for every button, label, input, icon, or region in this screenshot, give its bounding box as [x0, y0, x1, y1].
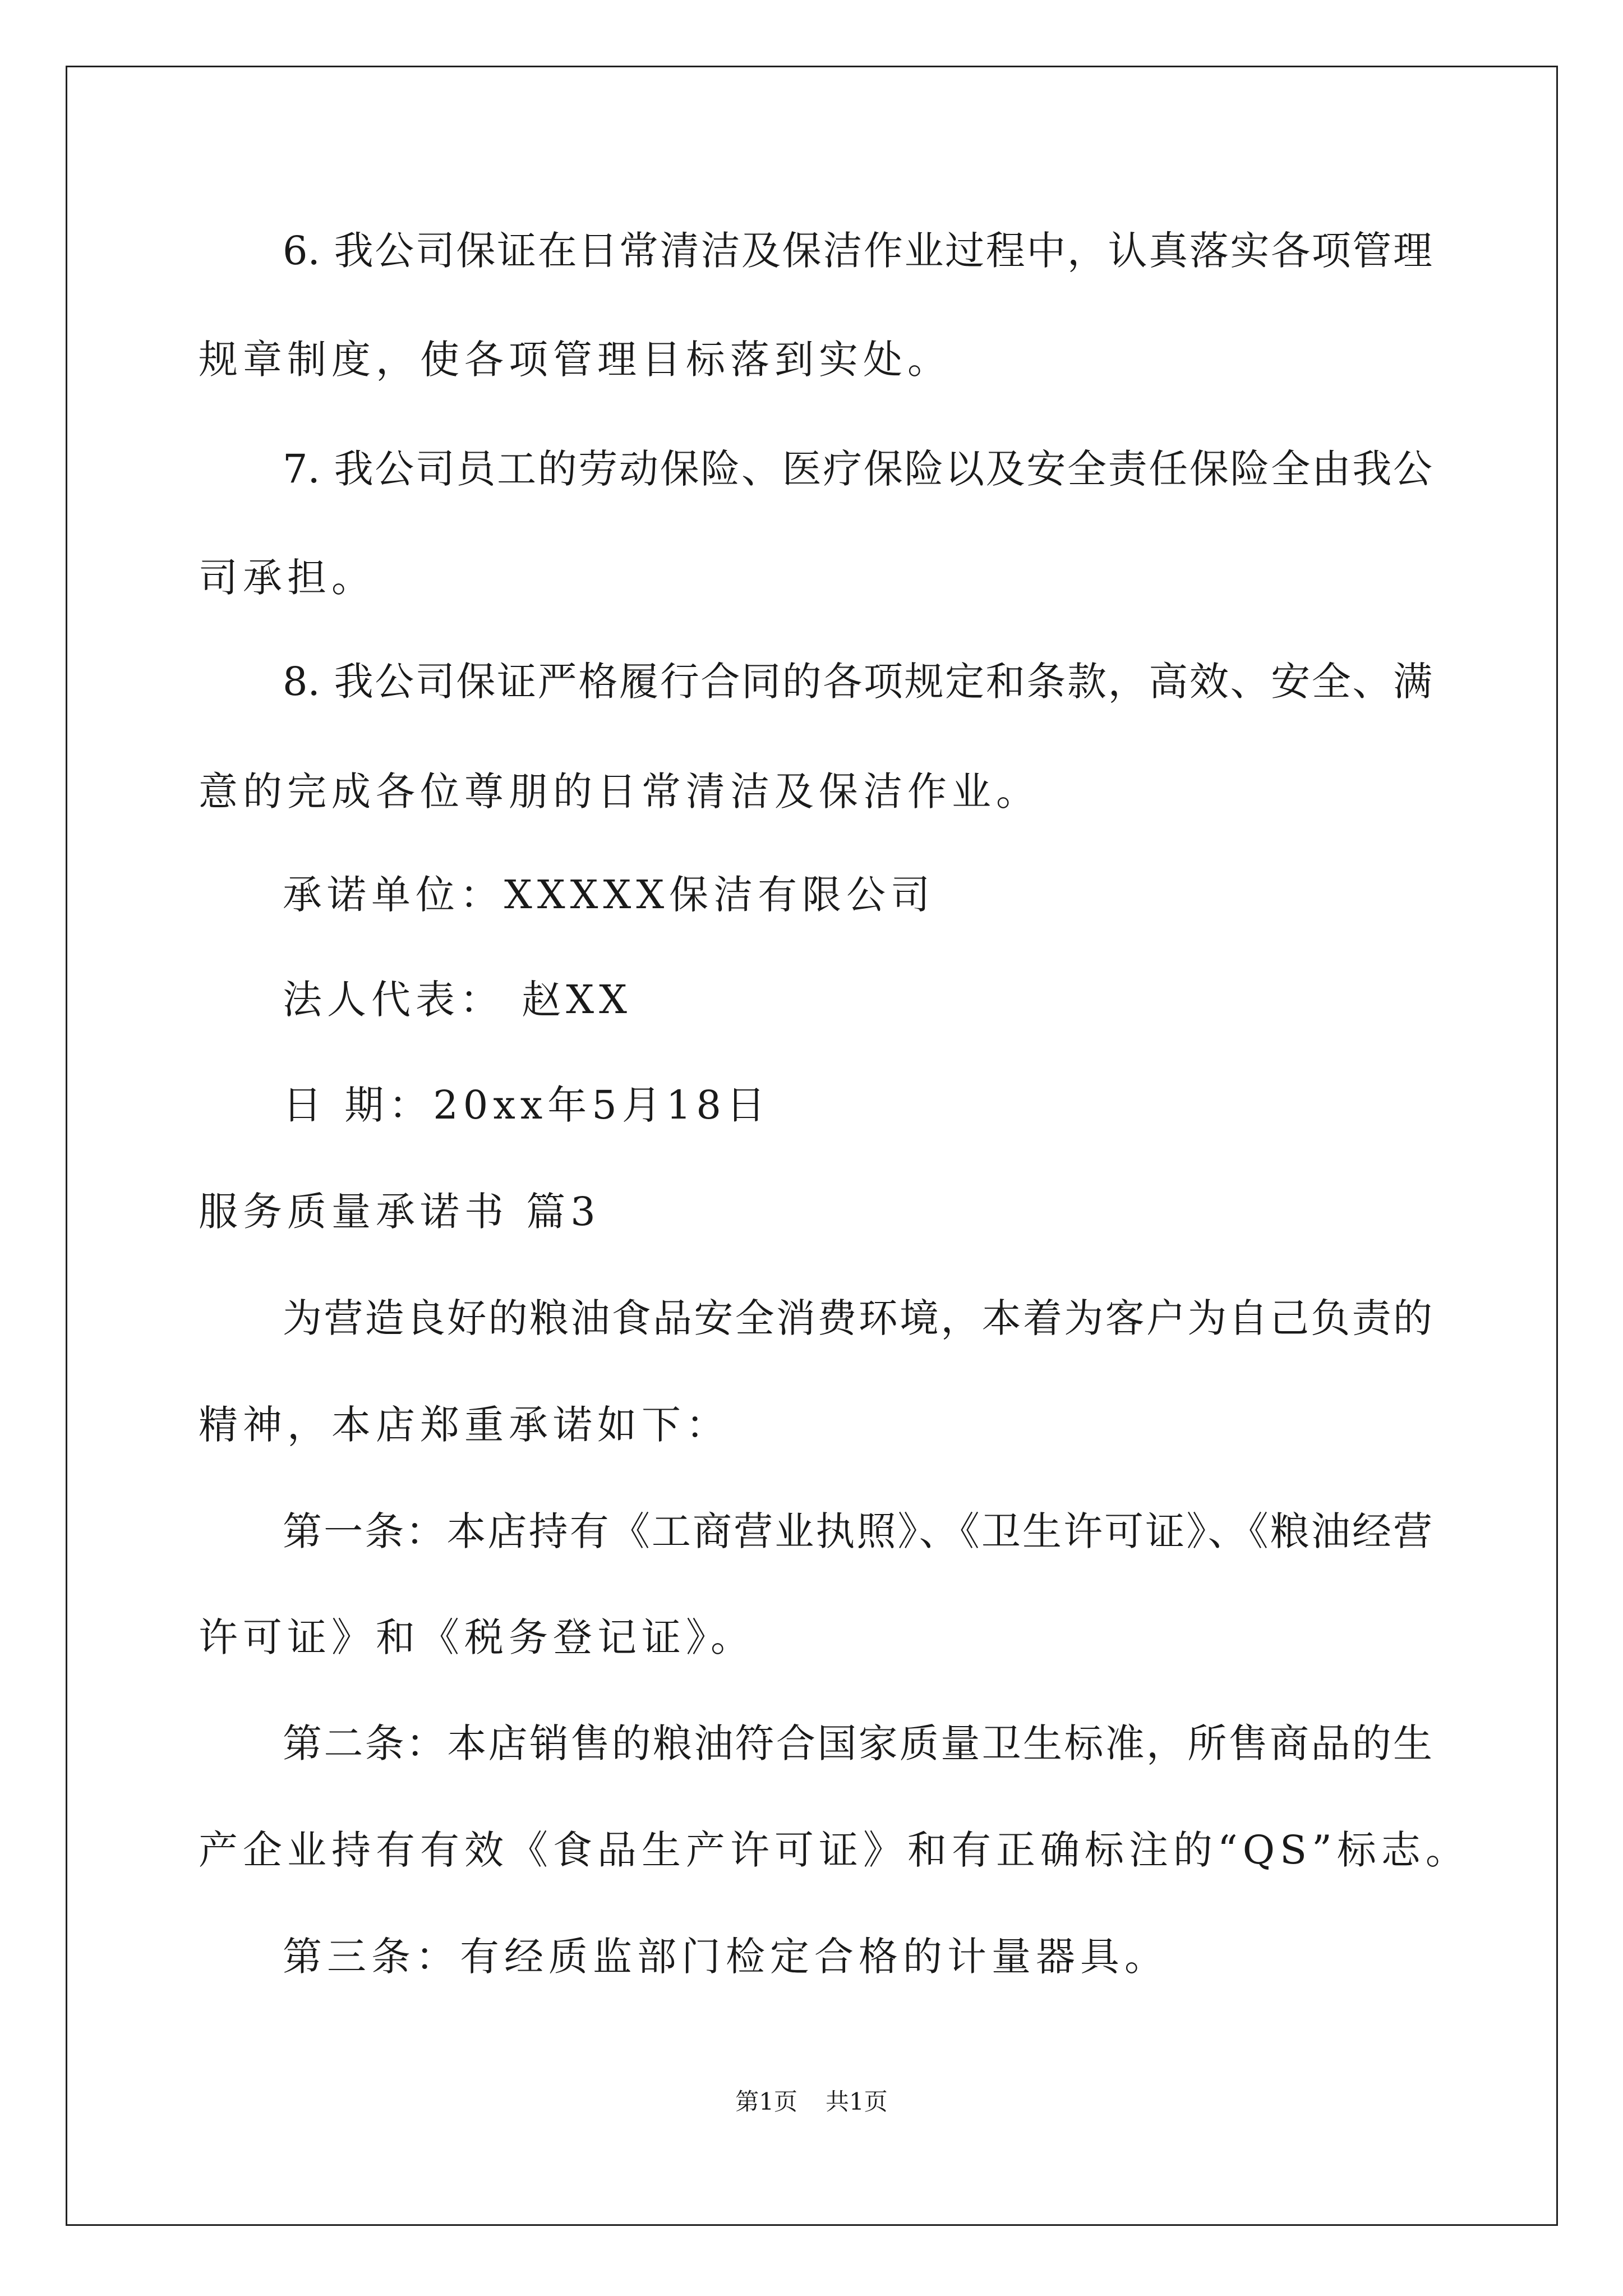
signature-date: 日 期：20xx年5月18日: [283, 1082, 771, 1128]
page-border: [66, 66, 1558, 2226]
paragraph-6-line-1: 6. 我公司保证在日常清洁及保洁作业过程中，认真落实各项管理: [283, 228, 1432, 274]
signature-legal-rep: 法人代表： 赵XX: [283, 977, 632, 1023]
paragraph-8-line-2: 意的完成各位尊朋的日常清洁及保洁作业。: [199, 769, 1040, 815]
paragraph-6-line-2: 规章制度，使各项管理目标落到实处。: [199, 337, 952, 383]
section-paragraph-intro-line-1: 为营造良好的粮油食品安全消费环境，本着为客户为自己负责的: [283, 1295, 1432, 1341]
paragraph-7-line-2: 司承担。: [199, 555, 376, 601]
paragraph-8-line-1: 8. 我公司保证严格履行合同的各项规定和条款，高效、安全、满: [283, 659, 1432, 705]
article-2-line-2: 产企业持有有效《食品生产许可证》和有正确标注的“QS”标志。: [199, 1827, 1470, 1873]
page-total: 共1页: [826, 2088, 888, 2115]
section-heading: 服务质量承诺书 篇3: [199, 1189, 601, 1235]
signature-unit: 承诺单位：XXXXX保洁有限公司: [283, 872, 935, 918]
section-paragraph-intro-line-2: 精神，本店郑重承诺如下：: [199, 1402, 730, 1448]
article-1-line-1: 第一条：本店持有《工商营业执照》、《卫生许可证》、《粮油经营: [283, 1508, 1432, 1554]
article-2-line-1: 第二条：本店销售的粮油符合国家质量卫生标准，所售商品的生: [283, 1720, 1432, 1766]
page-number: 第1页: [735, 2088, 797, 2115]
article-3-line-1: 第三条：有经质监部门检定合格的计量器具。: [283, 1934, 1169, 1980]
article-1-line-2: 许可证》和《税务登记证》。: [199, 1614, 755, 1660]
page-footer: [0, 2088, 1623, 2116]
paragraph-7-line-1: 7. 我公司员工的劳动保险、医疗保险以及安全责任保险全由我公: [283, 446, 1432, 492]
